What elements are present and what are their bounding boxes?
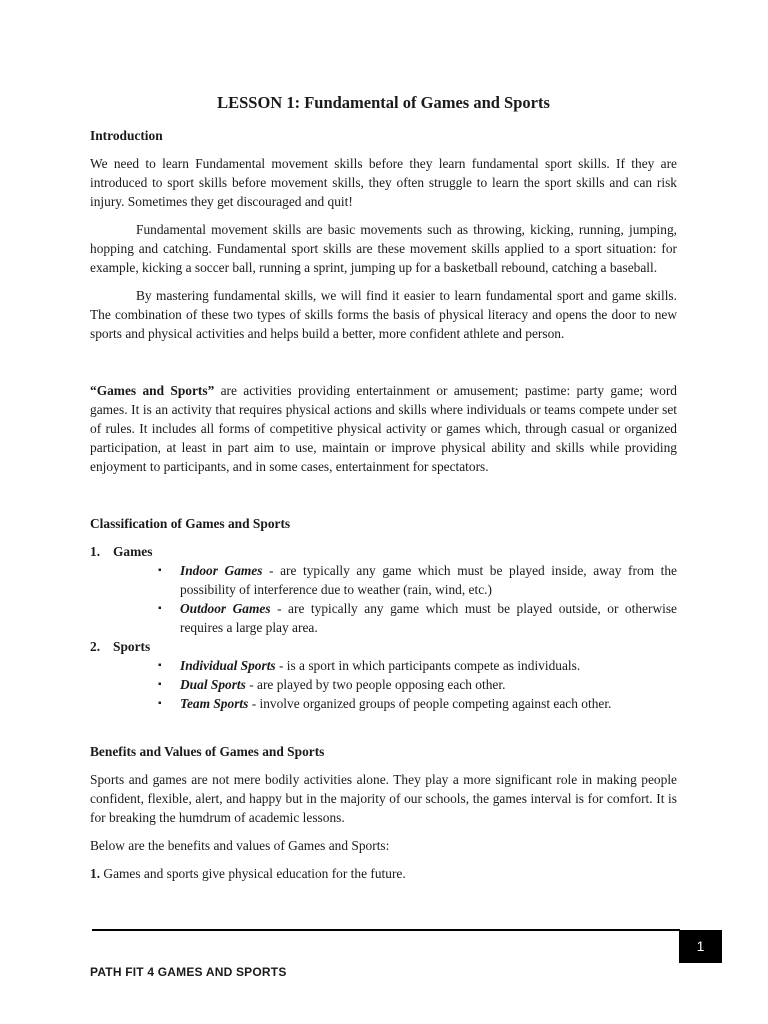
group-number: 2. bbox=[90, 639, 101, 654]
benefit-item-1: 1. Games and sports give physical education for the future. bbox=[90, 866, 406, 881]
group-number: 1. bbox=[90, 544, 101, 559]
classification-heading: Classification of Games and Sports bbox=[90, 516, 291, 531]
footer-label: PATH FIT 4 GAMES AND SPORTS bbox=[90, 965, 287, 979]
list-item: ▪ Indoor Games - are typically any game which must be played inside, away from the possibility of interference due to weather (rain, wind, etc.) bbox=[158, 563, 677, 597]
introduction-heading: Introduction bbox=[90, 128, 163, 143]
definition-text: are activities providing entertainment or amusement; pastime: party game; word games. It is an activity that requires physical actions and skills where individuals or teams compete under set of rules. It includes all forms of competitive physical activity or games which, through casual or organized participation, at least in part aim to use, maintain or improve physical ability and skills while providing enjoyment to participants, and in some cases, entertainment for spectators. bbox=[90, 383, 677, 474]
list-item: ▪ Outdoor Games - are typically any game which must be played outside, or otherwise requires a large play area. bbox=[158, 601, 677, 635]
intro-paragraph-1: We need to learn Fundamental movement skills before they learn fundamental sport skills. If they are introduced to sport skills before movement skills, they often struggle to learn the sport skills and can risk injury. Sometimes they get discouraged and quit! bbox=[90, 156, 677, 209]
benefits-paragraph-2: Below are the benefits and values of Games and Sports: bbox=[90, 838, 390, 853]
benefits-heading: Benefits and Values of Games and Sports bbox=[90, 744, 325, 759]
classification-group-games bbox=[90, 542, 677, 637]
list-item: ▪ Dual Sports - are played by two people opposing each other. bbox=[158, 677, 506, 692]
square-bullet-icon: ▪ bbox=[158, 660, 162, 671]
games-list bbox=[90, 561, 677, 637]
page-content bbox=[90, 92, 677, 883]
square-bullet-icon: ▪ bbox=[158, 698, 162, 709]
intro-paragraph-3: By mastering fundamental skills, we will find it easier to learn fundamental sport and game skills. The combination of these two types of skills forms the basis of physical literacy and opens the door to new sports and physical activities and helps build a better, more confident athlete and person. bbox=[90, 288, 677, 341]
list-item: ▪ Individual Sports - is a sport in which participants compete as individuals. bbox=[158, 658, 581, 673]
square-bullet-icon: ▪ bbox=[158, 603, 162, 614]
benefits-paragraph-1: Sports and games are not mere bodily activities alone. They play a more significant role in making people confident, flexible, alert, and happy but in the majority of our schools, the games interval is for comfort. It is for breaking the humdrum of academic lessons. bbox=[90, 772, 677, 825]
page-number-badge: 1 bbox=[679, 930, 722, 963]
square-bullet-icon: ▪ bbox=[158, 679, 162, 690]
definition-paragraph bbox=[90, 381, 677, 476]
sports-list bbox=[90, 656, 677, 713]
footer-rule bbox=[92, 929, 680, 931]
list-item: ▪ Team Sports - involve organized groups of people competing against each other. bbox=[158, 696, 612, 711]
intro-paragraph-2: Fundamental movement skills are basic movements such as throwing, kicking, running, jumping, hopping and catching. Fundamental sport skills are these movement skills applied to a sport situation: for example, kicking a soccer ball, running a sprint, jumping up for a basketball rebound, catching a baseball. bbox=[90, 222, 677, 275]
lesson-title: LESSON 1: Fundamental of Games and Sports bbox=[217, 93, 550, 112]
group-label: Games bbox=[113, 544, 153, 559]
definition-term: “Games and Sports” bbox=[90, 383, 215, 398]
classification-group-sports bbox=[90, 637, 677, 713]
group-label: Sports bbox=[113, 639, 151, 654]
square-bullet-icon: ▪ bbox=[158, 565, 162, 576]
